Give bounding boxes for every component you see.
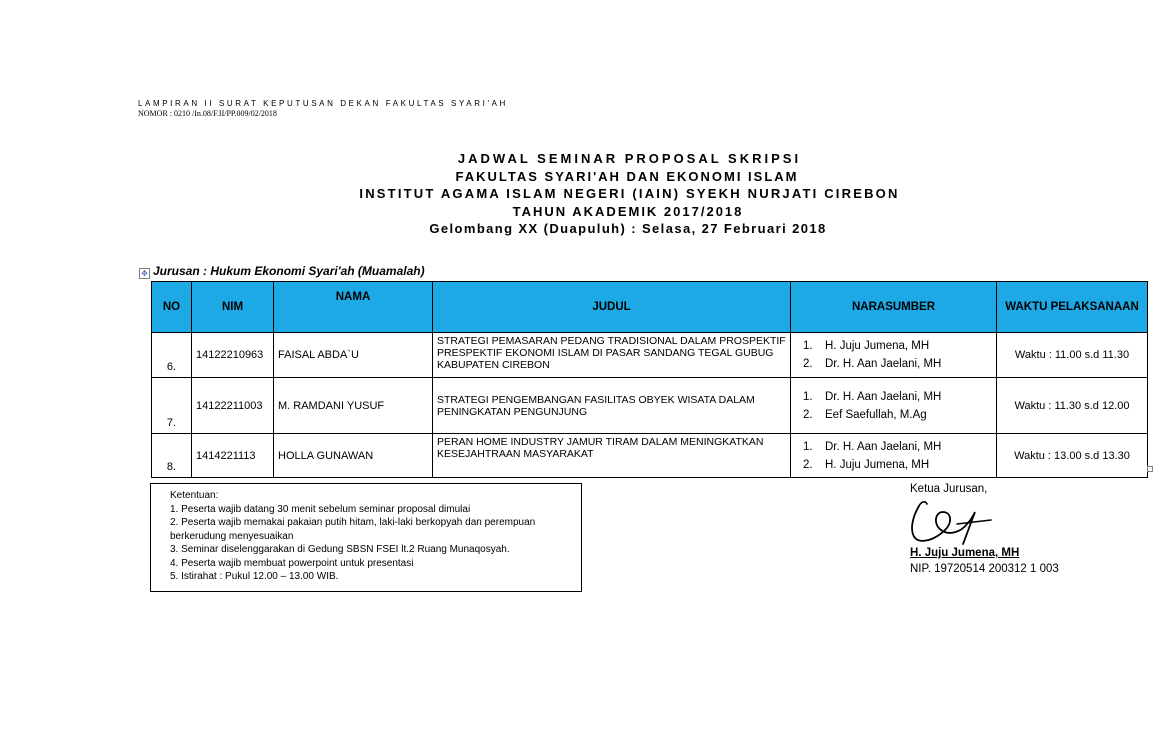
schedule-table <box>151 281 1148 478</box>
ketentuan-item: 3. Seminar diselenggarakan di Gedung SBSN FSEI lt.2 Ruang Munaqosyah. <box>170 544 510 555</box>
row-nama: HOLLA GUNAWAN <box>274 434 433 478</box>
ketentuan-item: 1. Peserta wajib datang 30 menit sebelum seminar proposal dimulai <box>170 503 471 515</box>
narasumber-item: 1. H. Juju Jumena, MH <box>803 340 930 352</box>
row-judul: PERAN HOME INDUSTRY JAMUR TIRAM DALAM MENINGKATKAN KESEJAHTRAAN MASYARAKAT <box>433 434 791 478</box>
handwritten-signature-icon <box>905 494 1000 552</box>
table-row <box>152 333 1148 378</box>
title-line-1: JADWAL SEMINAR PROPOSAL SKRIPSI <box>457 151 802 166</box>
row-no: 6. <box>152 333 192 378</box>
title-line-4: TAHUN AKADEMIK 2017/2018 <box>512 203 744 219</box>
row-no: 8. <box>152 434 192 478</box>
row-nim: 14122210963 <box>192 333 274 378</box>
row-judul: STRATEGI PEMASARAN PEDANG TRADISIONAL DALAM PROSPEKTIF PRESPEKTIF EKONOMI ISLAM DI PASAR SANDANG TEGAL GUBUG KABUPATEN CIREBON <box>433 333 791 378</box>
header-nim: NIM <box>192 282 274 333</box>
table-row <box>152 378 1148 434</box>
narasumber-item: 1. Dr. H. Aan Jaelani, MH <box>803 440 942 453</box>
row-narasumber <box>791 378 997 434</box>
row-judul: STRATEGI PENGEMBANGAN FASILITAS OBYEK WISATA DALAM PENINGKATAN PENGUNJUNG <box>433 378 791 434</box>
row-nim: 14122211003 <box>192 378 274 434</box>
jurusan-label: Jurusan : Hukum Ekonomi Syari'ah (Muamalah) <box>153 264 425 278</box>
lampiran-line: LAMPIRAN II SURAT KEPUTUSAN DEKAN FAKULTAS SYARI'AH <box>138 99 508 108</box>
row-narasumber <box>791 333 997 378</box>
ketentuan-box <box>150 483 582 592</box>
ketentuan-item: 2. Peserta wajib memakai pakaian putih hitam, laki-laki berkopyah dan perempuan <box>170 517 536 528</box>
ketentuan-item: 5. Istirahat : Pukul 12.00 – 13.00 WIB. <box>170 571 339 582</box>
ketentuan-title: Ketentuan: <box>170 490 219 501</box>
narasumber-item: 1. Dr. H. Aan Jaelani, MH <box>803 390 942 403</box>
table-header-row <box>152 282 1148 333</box>
row-waktu: Waktu : 11.30 s.d 12.00 <box>997 378 1148 434</box>
title-line-2: FAKULTAS SYARI'AH DAN EKONOMI ISLAM <box>455 168 799 184</box>
narasumber-item: 2. H. Juju Jumena, MH <box>803 458 930 471</box>
signature-role: Ketua Jurusan, <box>910 483 988 495</box>
title-line-3: INSTITUT AGAMA ISLAM NEGERI (IAIN) SYEKH NURJATI CIREBON <box>359 186 900 201</box>
row-nama: M. RAMDANI YUSUF <box>274 378 433 434</box>
row-nim: 1414221113 <box>192 434 274 478</box>
ketentuan-item: 4. Peserta wajib membuat powerpoint untuk presentasi <box>170 557 414 569</box>
narasumber-item: 2. Dr. H. Aan Jaelani, MH <box>803 358 942 370</box>
header-judul: JUDUL <box>433 282 791 333</box>
row-waktu: Waktu : 11.00 s.d 11.30 <box>997 333 1148 378</box>
row-narasumber <box>791 434 997 478</box>
nomor-line: NOMOR : 0210 /In.08/F.II/PP.009/02/2018 <box>138 109 277 118</box>
ketentuan-item: berkerudung menyesuaikan <box>170 530 294 542</box>
move-handle-icon[interactable]: ✥ <box>139 268 150 279</box>
row-waktu: Waktu : 13.00 s.d 13.30 <box>997 434 1148 478</box>
signer-nip: NIP. 19720514 200312 1 003 <box>910 563 1059 575</box>
header-narasumber: NARASUMBER <box>791 282 997 333</box>
header-no: NO <box>152 282 192 333</box>
header-waktu: WAKTU PELAKSANAAN <box>997 282 1148 333</box>
resize-handle-icon[interactable] <box>1147 466 1153 472</box>
document-title <box>0 150 1174 238</box>
row-no: 7. <box>152 378 192 434</box>
signer-name: H. Juju Jumena, MH <box>910 547 1020 559</box>
row-nama: FAISAL ABDA`U <box>274 333 433 378</box>
title-line-5: Gelombang XX (Duapuluh) : Selasa, 27 Februari 2018 <box>429 221 827 236</box>
header-nama: NAMA <box>274 282 433 333</box>
narasumber-item: 2. Eef Saefullah, M.Ag <box>803 408 927 421</box>
table-row <box>152 434 1148 478</box>
